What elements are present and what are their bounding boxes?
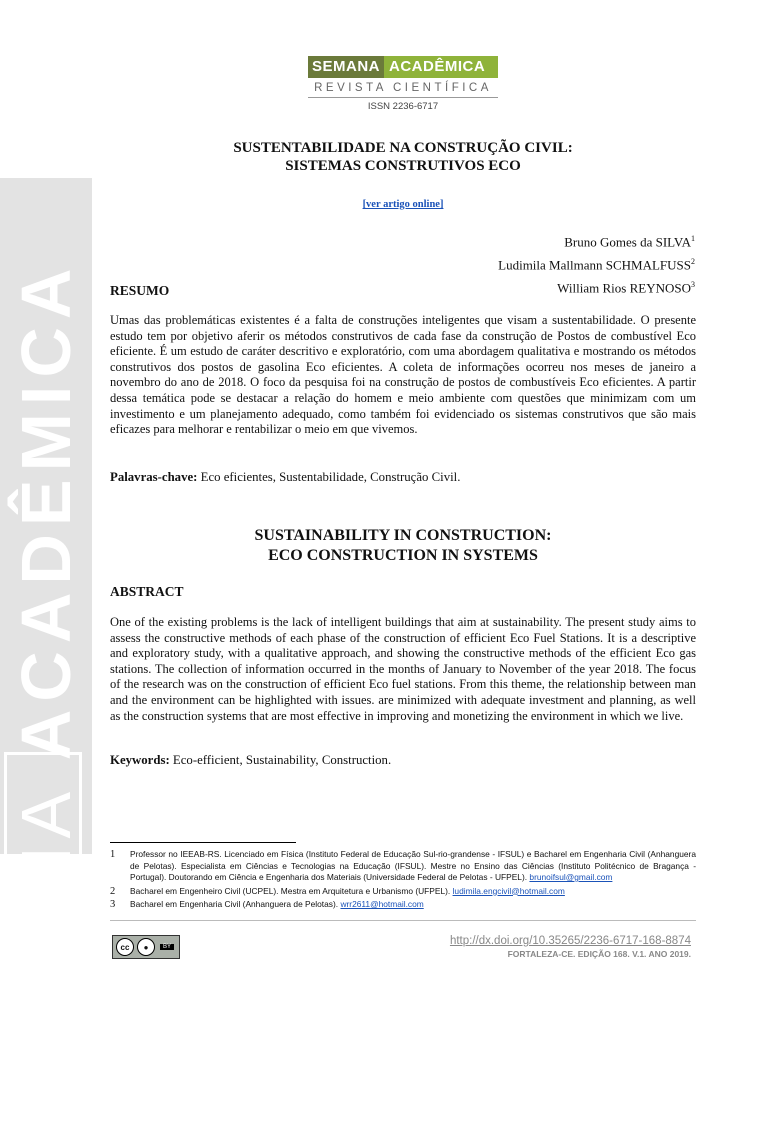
footnote-number: 1 <box>110 849 116 860</box>
edition-info: FORTALEZA-CE. EDIÇÃO 168. V.1. ANO 2019. <box>507 949 691 959</box>
footer-divider <box>110 920 696 921</box>
side-banner <box>0 178 92 1128</box>
author: Bruno Gomes da SILVA$^1$ <box>564 234 695 250</box>
cc-license-badge[interactable] <box>112 935 180 959</box>
footnote-number: 2 <box>110 885 116 897</box>
side-banner-word-academica: ACADÊMICA <box>7 260 85 761</box>
keywords-values: Eco-efficient, Sustainability, Construction. <box>172 753 392 767</box>
title-pt-line2: SISTEMAS CONSTRUTIVOS ECO <box>285 158 521 174</box>
online-article-link[interactable]: [ver artigo online] <box>362 199 444 210</box>
title-en-line1: SUSTAINABILITY IN CONSTRUCTION: <box>254 527 552 544</box>
author: William Rios REYNOSO$^3$ <box>557 279 695 295</box>
side-banner-text <box>7 260 85 1128</box>
author-list <box>498 229 695 297</box>
footnote-email-link[interactable]: wrr2611@hotmail.com <box>340 899 424 909</box>
footnote <box>110 886 696 898</box>
side-banner-word-semana: SEMANA <box>7 787 85 1128</box>
logo-issn: ISSN 2236-6717 <box>367 101 439 112</box>
footnote-text: Bacharel em Engenharia Civil (Anhanguera de Pelotas). <box>130 899 339 909</box>
title-english <box>110 526 696 566</box>
abstract-text: One of the existing problems is the lack of intelligent buildings that aim at sustainability. The present study aims to assess the constructive methods of each phase of the construction of efficient Eco Fuel Stations. It is a descriptive and exploratory study, with a qualitative approach, and showing the constructive methods of the efficient Eco gas stations. The collection of information occurred in the months of January to November of the year 2018. The focus of the research was on the construction of efficient Eco fuel stations. From this theme, the relationship between man and the environment can be highlighted with issues. are minimized with adequate investment and planning, as well as the construction systems that are most effective in improving and monetizing the environment in which we live. <box>110 615 696 723</box>
resumo-heading: RESUMO <box>110 283 170 298</box>
abstract-heading: ABSTRACT <box>110 584 184 599</box>
keywords-label: Keywords: <box>110 753 170 767</box>
footnote-text: Professor no IEEAB-RS. Licenciado em Física (Instituto Federal de Educação Sul-rio-grandense - IFSUL) e Bacharel em Engenharia Civil (Anhanguera de Pelotas). Especialista em Ciências e Tecnologias na Educação (IFSUL). Mestre no Ensino das Ciências (Instituto Politécnico de Bragança - Portugal). Doutorando em Ciência e Engenharia dos Materiais (Universidade Federal de Pelotas - UFPEL). <box>130 849 696 882</box>
footnote-email-link[interactable]: brunoifsul@gmail.com <box>529 872 613 882</box>
doi-link[interactable]: http://dx.doi.org/10.35265/2236-6717-168-8874 <box>449 935 691 947</box>
author: Ludimila Mallmann SCHMALFUSS$^2$ <box>498 256 695 273</box>
footnotes <box>110 849 696 913</box>
palavras-chave-values: Eco eficientes, Sustentabilidade, Construção Civil. <box>200 470 461 484</box>
title-pt-line1: SUSTENTABILIDADE NA CONSTRUÇÃO CIVIL: <box>233 140 573 156</box>
footnote-number: 3 <box>110 899 116 910</box>
creative-commons-icon: cc <box>116 938 134 956</box>
logo-revista: REVISTA CIENTÍFICA <box>308 82 498 98</box>
cc-by-label: BY <box>160 944 174 950</box>
attribution-person-icon: ● <box>137 938 155 956</box>
footnote <box>110 849 696 884</box>
resumo-text: Umas das problemáticas existentes é a falta de construções inteligentes que visam a sustentabilidade. O presente estudo tem por objetivo aferir os métodos construtivos de cada fase da construção de Postos de combustível Eco eficiente. É um estudo de caráter descritivo e exploratório, com uma abordagem qualitativa e mostrando os métodos construtivos dos postos de gasolina Eco eficientes. A coleta de informações ocorreu nos meses de janeiro a novembro do ano de 2018. O foco da pesquisa foi na construção de postos de combustíveis Eco eficientes. A partir dessa temática pode se destacar a relação do homem e meio ambiente com questões que minimizam com um investimento e um planejamento adequado, como também foi evidenciado os sistemas construtivos que são mais eficazes para melhorar e rentabilizar o meio em que vivemos. <box>110 313 696 437</box>
footnote-divider <box>110 842 296 843</box>
footnote-text: Bacharel em Engenheiro Civil (UCPEL). Mestra em Arquitetura e Urbanismo (UFPEL). <box>130 885 451 896</box>
palavras-chave-label: Palavras-chave: <box>110 470 198 484</box>
footnote <box>110 899 696 911</box>
journal-logo <box>308 56 498 112</box>
footnote-email-link[interactable]: ludimila.engcivil@hotmail.com <box>452 885 565 896</box>
logo-semana: SEMANA <box>308 56 384 78</box>
logo-academica: ACADÊMICA <box>384 56 498 78</box>
title-en-line2: ECO CONSTRUCTION IN SYSTEMS <box>268 547 538 564</box>
title-portuguese <box>110 139 696 175</box>
keywords <box>110 753 696 768</box>
palavras-chave <box>110 470 696 485</box>
